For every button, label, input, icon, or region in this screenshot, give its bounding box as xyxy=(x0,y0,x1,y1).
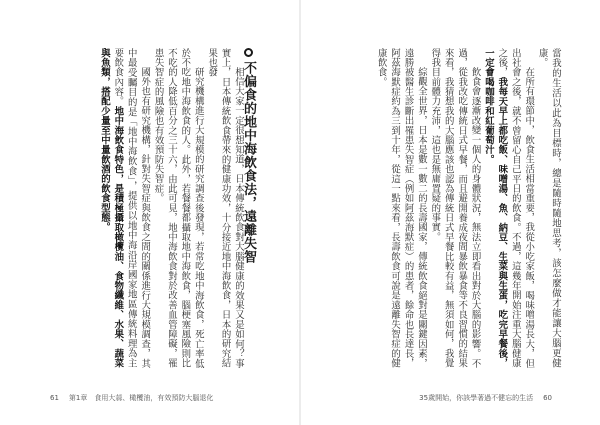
page-number: 61 xyxy=(50,394,59,402)
left-footer xyxy=(40,393,213,403)
section-heading: 不偏食的地中海飲食法，遠離失智 xyxy=(240,48,256,264)
right-page-body xyxy=(337,48,562,368)
paragraph-col-c: 相信大家一定很想知道，日本傳統飲食對大腦健康的效果又是如何？事實上，日本傳統飲食帶來的健康功效，十分接近地中海飲食，日本的研究結果也發 xyxy=(206,48,244,368)
paragraph-col-a: 國外也有研究機構，針對失智症與飲食之間的關係進行大規模調查，其中最受矚目的是「地中海飲食」，提供以地中海沿岸國家地區傳統料理為主要飲食內容。地中海飲食特色，是積極攝取橄欖油、食物纖維、水果、蔬菜與魚類，搭配少量至中量飲酒的飲食型態。 xyxy=(98,48,151,368)
running-head: 第1章 食用大蒜、橄欖油，有效預防大腦退化 xyxy=(68,394,214,402)
running-head: 35歲開始，你該學著過不健忘的生活 xyxy=(419,394,534,402)
right-page xyxy=(301,0,600,425)
left-page-body xyxy=(40,48,245,368)
emphasis-text: 我每天早上都吃飯、味噌湯、魚、納豆、生菜與生蛋，吃完早餐後，一定會喝咖啡和紅葡萄汁。 xyxy=(482,48,508,368)
bullet-icon xyxy=(244,48,253,57)
paragraph-col-b: 研究機構進行大規模的研究調查後發現，若常吃地中海飲食，死亡率低於不吃地中海飲食的人。此外，若餐餐都攝取地中海飲食，腦梗塞風險則比不吃的人降低百分之三十六，由此可見，地中海飲食對於改善血管障礙，罹患失智症的風險也有效預防失智症。 xyxy=(152,48,204,368)
emphasis-text: 地中海飲食特色，是積極攝取橄欖油、食物纖維、水果、蔬菜與魚類，搭配少量至中量飲酒的飲食型態。 xyxy=(98,48,124,368)
paragraph-4: 綜觀全世界，日本是數一數二的長壽國家，傳統飲食絕對是關鍵因素，遠勝被醫生診斷出罹患失智症（例如阿茲海默症）的患者，餘命也長達長，阿茲海默症約為三到十年，從這一點來看，長壽飲食可說是遠離失智症的健康飲食。 xyxy=(375,48,427,368)
paragraph-2: 在所有環節中，飲食生活相當重要，我從小吃家飯，喝味噌湯長大，但出社會之後，就不曾留心自己平日的飲食。不過，這幾年開始注重大腦健康之後，我每天早上都吃飯、味噌湯、魚、納豆、生菜與生蛋，吃完早餐後，一定會喝咖啡和紅葡萄汁。 xyxy=(482,48,535,368)
paragraph-3: 飲食會逐漸改變一個人的身體狀況，無法立即看出對於大腦的影響。不過，從我改吃傳統日式早餐，而且避開養成夜間暴飲暴食等不良習慣的結果來看，我猜想我的大腦應該也認為傳統日式早餐比較有益，無須如何，我覺得我目前體力充沛，這也是無庸置疑的事實。 xyxy=(429,48,481,368)
right-footer xyxy=(419,393,562,403)
paragraph-1: 當我的生活以此為目標時，總是隨時隨地思考，該怎麼做才能讓大腦更健康。 xyxy=(536,48,561,368)
page-number: 60 xyxy=(543,394,552,402)
left-page xyxy=(0,0,299,425)
